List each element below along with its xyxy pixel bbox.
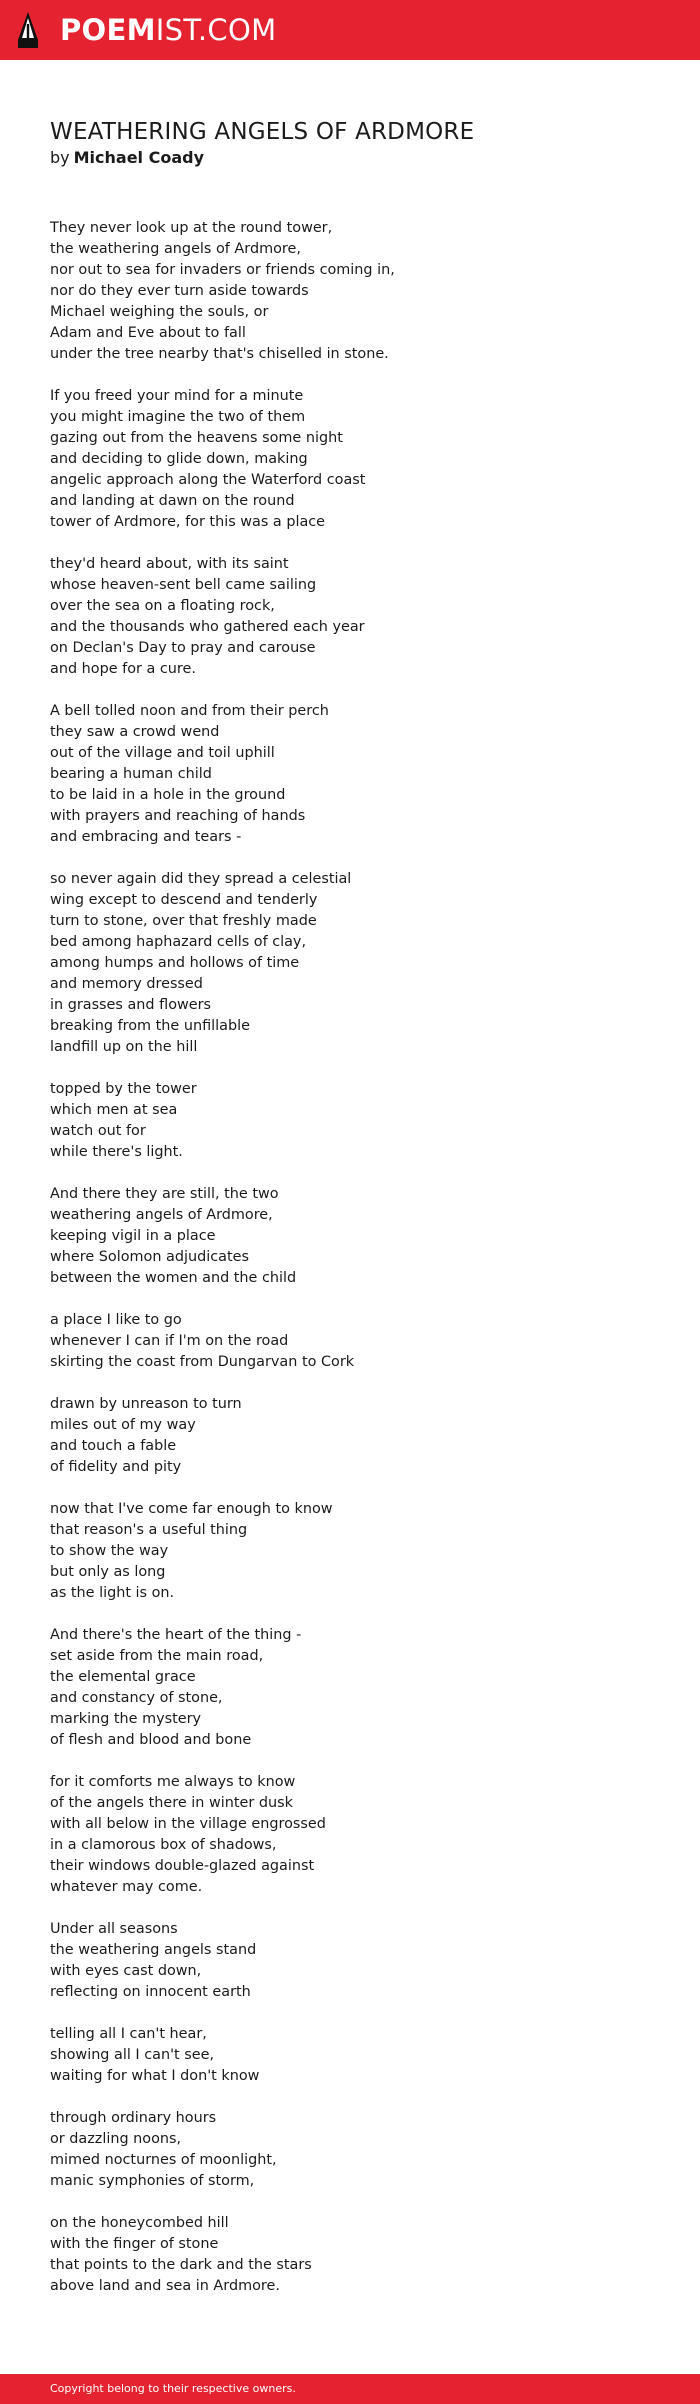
poem-line: They never look up at the round tower, [50, 220, 333, 236]
pen-nib-icon[interactable] [16, 10, 40, 50]
poem-line: and embracing and tears - [50, 829, 242, 845]
poem-line: and deciding to glide down, making [50, 451, 308, 467]
poem-line: nor do they ever turn aside towards [50, 283, 309, 299]
poem-line: and hope for a cure. [50, 661, 196, 677]
poem-line: over the sea on a floating rock, [50, 598, 275, 614]
poem-line: and landing at dawn on the round [50, 493, 295, 509]
poem-line: you might imagine the two of them [50, 409, 306, 425]
poem-line: reflecting on innocent earth [50, 1984, 251, 2000]
poem-line: whatever may come. [50, 1879, 203, 1895]
poem-stanza [50, 1919, 670, 2003]
poem-line: bearing a human child [50, 766, 212, 782]
poem-line: watch out for [50, 1123, 146, 1139]
poem-line: whenever I can if I'm on the road [50, 1333, 289, 1349]
poem-line: now that I've come far enough to know [50, 1501, 333, 1517]
poem-line: turn to stone, over that freshly made [50, 913, 317, 929]
poem-stanza [50, 1394, 670, 1478]
poem-line: between the women and the child [50, 1270, 297, 1286]
poem-stanza [50, 2108, 670, 2192]
by-label: by [50, 148, 70, 167]
poem-line: Under all seasons [50, 1921, 178, 1937]
poem-line: and touch a fable [50, 1438, 177, 1454]
site-header [0, 0, 700, 60]
site-footer [0, 2374, 700, 2404]
logo-text-light: IST.COM [155, 13, 277, 47]
poem-line: mimed nocturnes of moonlight, [50, 2152, 277, 2168]
poem-line: on Declan's Day to pray and carouse [50, 640, 316, 656]
poem-line: they saw a crowd wend [50, 724, 220, 740]
poem-line: or dazzling noons, [50, 2131, 182, 2147]
poem-line: to be laid in a hole in the ground [50, 787, 286, 803]
poem-title: WEATHERING ANGELS OF ARDMORE [50, 119, 475, 145]
poem-line: with prayers and reaching of hands [50, 808, 306, 824]
poem-body [50, 218, 670, 2318]
site-logo-link[interactable] [60, 12, 276, 48]
poem-line: their windows double-glazed against [50, 1858, 315, 1874]
poem-line: marking the mystery [50, 1711, 202, 1727]
poem-line: skirting the coast from Dungarvan to Cork [50, 1354, 355, 1370]
poem-line: topped by the tower [50, 1081, 197, 1097]
poem-line: so never again did they spread a celestial [50, 871, 352, 887]
poem-line: showing all I can't see, [50, 2047, 215, 2063]
poem-line: set aside from the main road, [50, 1648, 264, 1664]
poem-stanza [50, 2024, 670, 2087]
poem-line: bed among haphazard cells of clay, [50, 934, 307, 950]
poem-line: and memory dressed [50, 976, 203, 992]
poem-line: tower of Ardmore, for this was a place [50, 514, 326, 530]
poem-line: whose heaven-sent bell came sailing [50, 577, 317, 593]
poem-line: drawn by unreason to turn [50, 1396, 242, 1412]
poem-line: angelic approach along the Waterford coast [50, 472, 366, 488]
poem-stanza [50, 1772, 670, 1898]
poem-line: above land and sea in Ardmore. [50, 2278, 280, 2294]
poem-line: with eyes cast down, [50, 1963, 202, 1979]
poem-line: nor out to sea for invaders or friends coming in, [50, 262, 395, 278]
poem-line: A bell tolled noon and from their perch [50, 703, 329, 719]
poem-line: breaking from the unfillable [50, 1018, 250, 1034]
poem-line: on the honeycombed hill [50, 2215, 229, 2231]
poem-line: And there they are still, the two [50, 1186, 279, 1202]
poem-line: Adam and Eve about to fall [50, 325, 246, 341]
poem-line: gazing out from the heavens some night [50, 430, 343, 446]
poem-stanza [50, 2213, 670, 2297]
poem-line: of flesh and blood and bone [50, 1732, 252, 1748]
poem-line: through ordinary hours [50, 2110, 217, 2126]
copyright-notice: Copyright belong to their respective owners. [50, 2382, 296, 2395]
poem-line: manic symphonies of storm, [50, 2173, 255, 2189]
poem-line: that points to the dark and the stars [50, 2257, 312, 2273]
poem-line: And there's the heart of the thing - [50, 1627, 302, 1643]
poem-line: they'd heard about, with its saint [50, 556, 289, 572]
poem-line: but only as long [50, 1564, 166, 1580]
poem-line: the weathering angels stand [50, 1942, 257, 1958]
poem-line: miles out of my way [50, 1417, 196, 1433]
poem-line: and the thousands who gathered each year [50, 619, 365, 635]
poem-stanza [50, 1499, 670, 1604]
poem-line: to show the way [50, 1543, 169, 1559]
poem-line: telling all I can't hear, [50, 2026, 207, 2042]
poem-line: that reason's a useful thing [50, 1522, 248, 1538]
poem-line: out of the village and toil uphill [50, 745, 275, 761]
poem-stanza [50, 1625, 670, 1751]
poem-line: in a clamorous box of shadows, [50, 1837, 277, 1853]
poem-stanza [50, 1184, 670, 1289]
poem-line: with the finger of stone [50, 2236, 219, 2252]
poem-line: the weathering angels of Ardmore, [50, 241, 301, 257]
poem-line: where Solomon adjudicates [50, 1249, 249, 1265]
poem-stanza [50, 869, 670, 1058]
poem-stanza [50, 1310, 670, 1373]
poem-line: under the tree nearby that's chiselled in stone. [50, 346, 389, 362]
poem-line: in grasses and flowers [50, 997, 212, 1013]
poem-line: which men at sea [50, 1102, 178, 1118]
poem-line: while there's light. [50, 1144, 183, 1160]
poem-line: landfill up on the hill [50, 1039, 198, 1055]
poem-line: the elemental grace [50, 1669, 196, 1685]
poem-line: as the light is on. [50, 1585, 175, 1601]
byline [50, 146, 670, 170]
poem-stanza [50, 1079, 670, 1163]
poem-line: a place I like to go [50, 1312, 182, 1328]
poem-line: among humps and hollows of time [50, 955, 300, 971]
poem-line: weathering angels of Ardmore, [50, 1207, 273, 1223]
poem-line: If you freed your mind for a minute [50, 388, 304, 404]
poem-line: Michael weighing the souls, or [50, 304, 269, 320]
poem-line: with all below in the village engrossed [50, 1816, 326, 1832]
poem-line: of fidelity and pity [50, 1459, 182, 1475]
poem-stanza [50, 701, 670, 848]
poem-stanza [50, 218, 670, 365]
poem-stanza [50, 386, 670, 533]
poem-stanza [50, 554, 670, 680]
poem-line: of the angels there in winter dusk [50, 1795, 293, 1811]
poem-line: and constancy of stone, [50, 1690, 223, 1706]
author-name[interactable]: Michael Coady [73, 148, 205, 167]
poem-line: waiting for what I don't know [50, 2068, 260, 2084]
poem-line: keeping vigil in a place [50, 1228, 216, 1244]
logo-text-bold: POEM [60, 13, 156, 47]
poem-line: for it comforts me always to know [50, 1774, 296, 1790]
poem-line: wing except to descend and tenderly [50, 892, 318, 908]
